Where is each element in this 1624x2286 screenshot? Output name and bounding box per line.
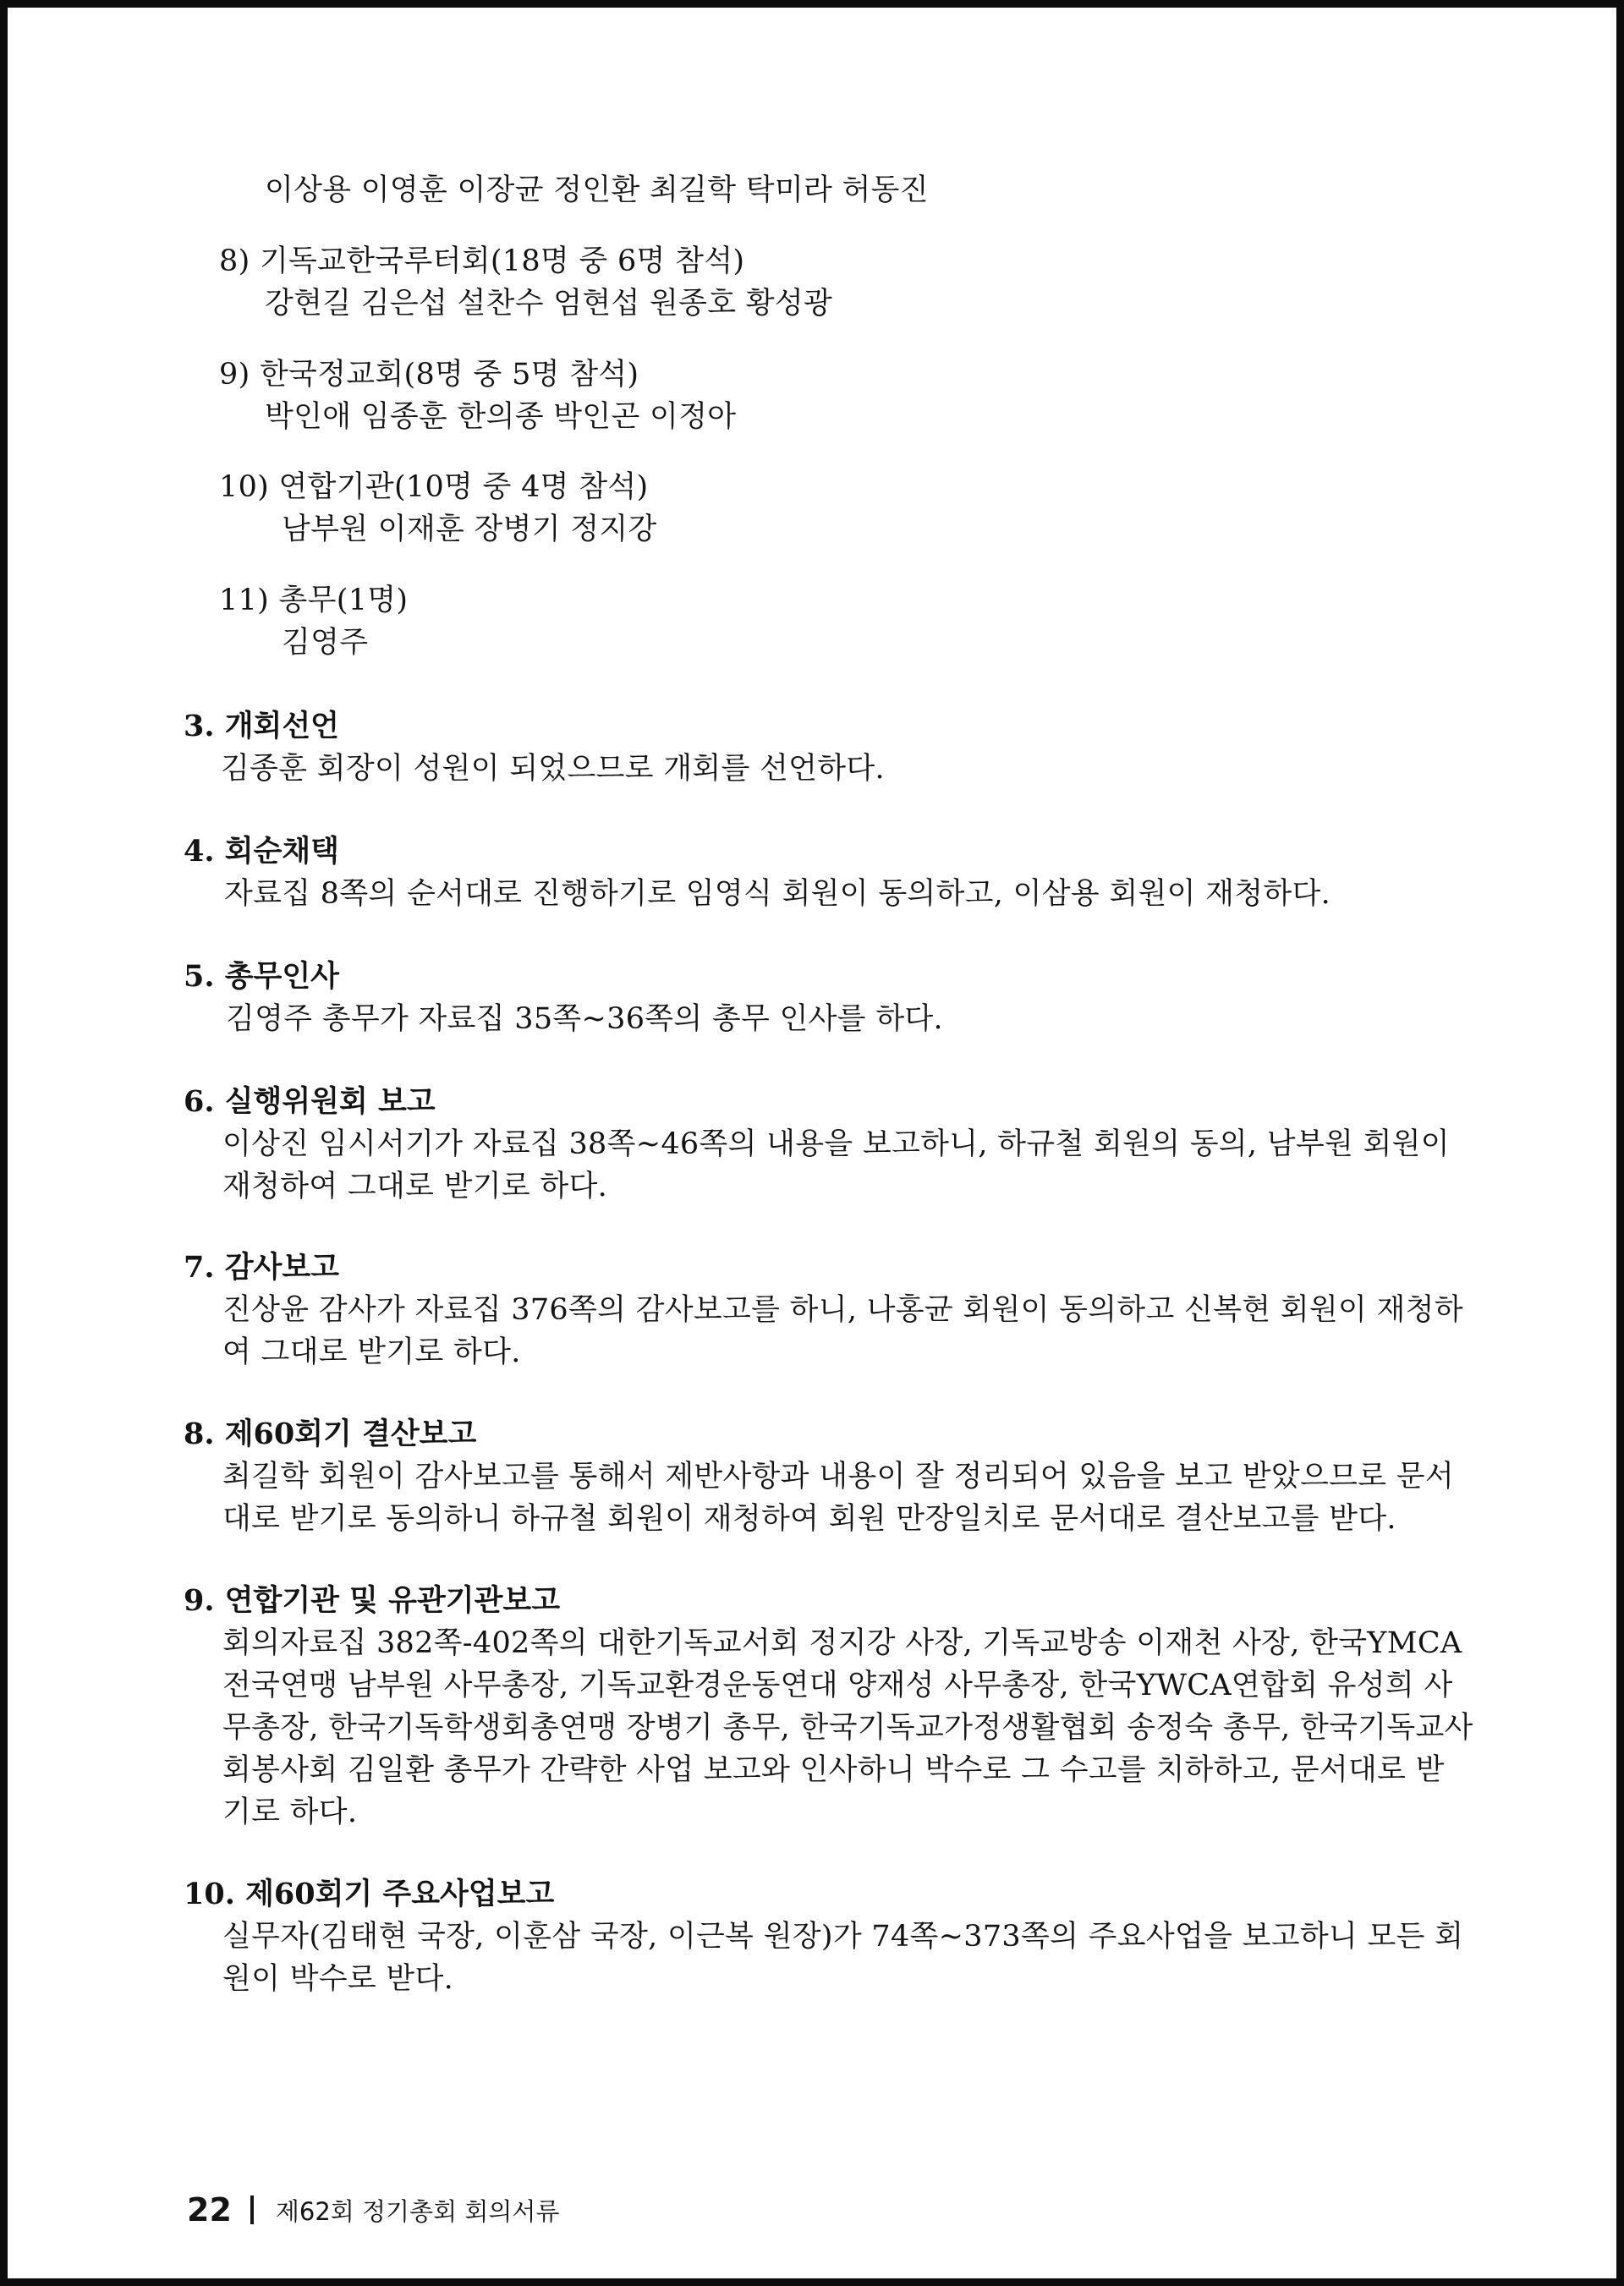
section-text-line: 회봉사회 김일환 총무가 간략한 사업 보고와 인사하니 박수로 그 수고를 치하하고, 문서대로 받 xyxy=(222,1753,1445,1787)
section-text-line: 무총장, 한국기독학생회총연맹 장병기 총무, 한국기독교가정생활협회 송정숙 총무, 한국기독교사 xyxy=(222,1711,1473,1745)
section-text-line: 원이 박수로 받다. xyxy=(222,1962,454,1996)
section-text-line: 기로 하다. xyxy=(222,1795,358,1829)
section-text-line: 전국연맹 남부원 사무총장, 기독교환경운동연대 양재성 사무총장, 한국YWCA연합회 유성희 사 xyxy=(222,1669,1453,1702)
attendance-item-label: 8) 기독교한국루터회(18명 중 6명 참석) xyxy=(219,244,745,278)
footer-divider xyxy=(250,2196,254,2224)
section-text-line: 대로 받기로 동의하니 하규철 회원이 재청하여 회원 만장일치로 문서대로 결산보고를 받다. xyxy=(222,1502,1396,1536)
attendance-item-label: 11) 총무(1명) xyxy=(219,584,409,617)
section-text-line: 재청하여 그대로 받기로 하다. xyxy=(222,1170,608,1203)
section-text-line: 자료집 8쪽의 순서대로 진행하기로 임영식 회원이 동의하고, 이삼용 회원이 재청하다. xyxy=(224,877,1330,911)
attendance-item-names: 박인애 임종훈 한의종 박인곤 이정아 xyxy=(265,400,737,434)
attendance-item-label: 9) 한국정교회(8명 중 5명 참석) xyxy=(219,358,639,392)
section-text-line: 진상윤 감사가 자료집 376쪽의 감사보고를 하니, 나홍균 회원이 동의하고 신복현 회원이 재청하 xyxy=(222,1293,1463,1327)
section-text-line: 김종훈 회장이 성원이 되었으므로 개회를 선언하다. xyxy=(221,752,885,786)
attendance-item-names: 김영주 xyxy=(282,626,369,660)
section-text-line: 최길학 회원이 감사보고를 통해서 제반사항과 내용이 잘 정리되어 있음을 보고 받았으므로 문서 xyxy=(222,1460,1454,1494)
section-heading: 6. 실행위원회 보고 xyxy=(184,1084,436,1119)
section-heading: 8. 제60회기 결산보고 xyxy=(184,1417,477,1451)
section-heading: 3. 개회선언 xyxy=(184,709,339,743)
section-heading: 9. 연합기관 및 유관기관보고 xyxy=(184,1583,561,1618)
section-text-line: 회의자료집 382쪽-402쪽의 대한기독교서회 정지강 사장, 기독교방송 이재천 사장, 한국YMCA xyxy=(222,1626,1462,1660)
page-footer xyxy=(187,2191,559,2228)
section-text-line: 실무자(김태현 국장, 이훈삼 국장, 이근복 원장)가 74쪽~373쪽의 주요사업을 보고하니 모든 회 xyxy=(222,1920,1464,1954)
section-heading: 10. 제60회기 주요사업보고 xyxy=(184,1877,555,1911)
section-heading: 7. 감사보고 xyxy=(184,1250,339,1285)
section-heading: 4. 회순채택 xyxy=(184,834,339,869)
section-text-line: 김영주 총무가 자료집 35쪽~36쪽의 총무 인사를 하다. xyxy=(226,1002,943,1036)
attendance-item-names: 강현길 김은섭 설찬수 엄현섭 원종호 황성광 xyxy=(265,287,833,321)
attendance-names-continued: 이상용 이영훈 이장균 정인환 최길학 탁미라 허동진 xyxy=(265,173,929,207)
section-text-line: 이상진 임시서기가 자료집 38쪽~46쪽의 내용을 보고하니, 하규철 회원의 동의, 남부원 회원이 xyxy=(222,1127,1450,1161)
document-title: 제62회 정기총회 회의서류 xyxy=(275,2196,560,2226)
page-number: 22 xyxy=(187,2191,232,2228)
section-heading: 5. 총무인사 xyxy=(184,959,339,994)
section-text-line: 여 그대로 받기로 하다. xyxy=(222,1335,521,1369)
attendance-item-names: 남부원 이재훈 장병기 정지강 xyxy=(282,513,657,546)
attendance-item-label: 10) 연합기관(10명 중 4명 참석) xyxy=(219,470,649,504)
